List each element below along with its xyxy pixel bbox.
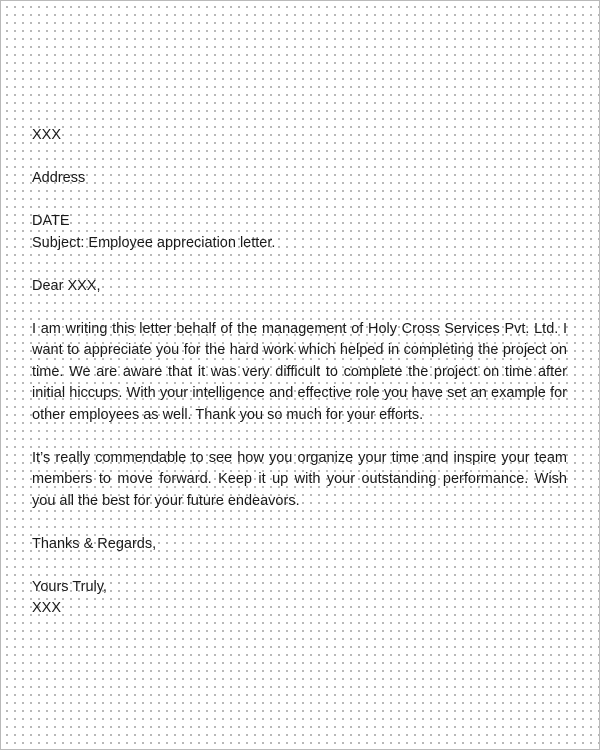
spacer	[32, 555, 567, 577]
spacer	[32, 426, 567, 448]
recipient-name: XXX	[32, 127, 62, 143]
spacer	[32, 190, 567, 212]
spacer	[32, 147, 567, 169]
body-paragraph-1: I am writing this letter behalf of the management of Holy Cross Services Pvt. Ltd. I want to appreciate you for the hard work which helped in completing the project on time. We are aware that it was very difficult to complete the project on time after initial hiccups. With your intelligence and effective role you have set an example for other employees as well. Thank you so much for your efforts.	[32, 320, 567, 423]
spacer	[32, 297, 567, 319]
letter-date: DATE	[32, 213, 70, 229]
closing: Thanks & Regards,	[32, 535, 157, 552]
sender-name: XXX	[32, 600, 62, 616]
body-paragraph-2: It’s really commendable to see how you organize your time and inspire your team members to move forward. Keep it up with your outstanding performance. Wish you all the best for your future endeavors.	[32, 449, 567, 509]
recipient-address: Address	[32, 170, 86, 186]
letter-subject: Subject: Employee appreciation letter.	[32, 234, 276, 251]
salutation: Dear XXX,	[32, 277, 101, 294]
spacer	[32, 512, 567, 534]
letter-body	[32, 125, 567, 620]
sign-off: Yours Truly,	[32, 578, 107, 595]
spacer	[32, 254, 567, 276]
